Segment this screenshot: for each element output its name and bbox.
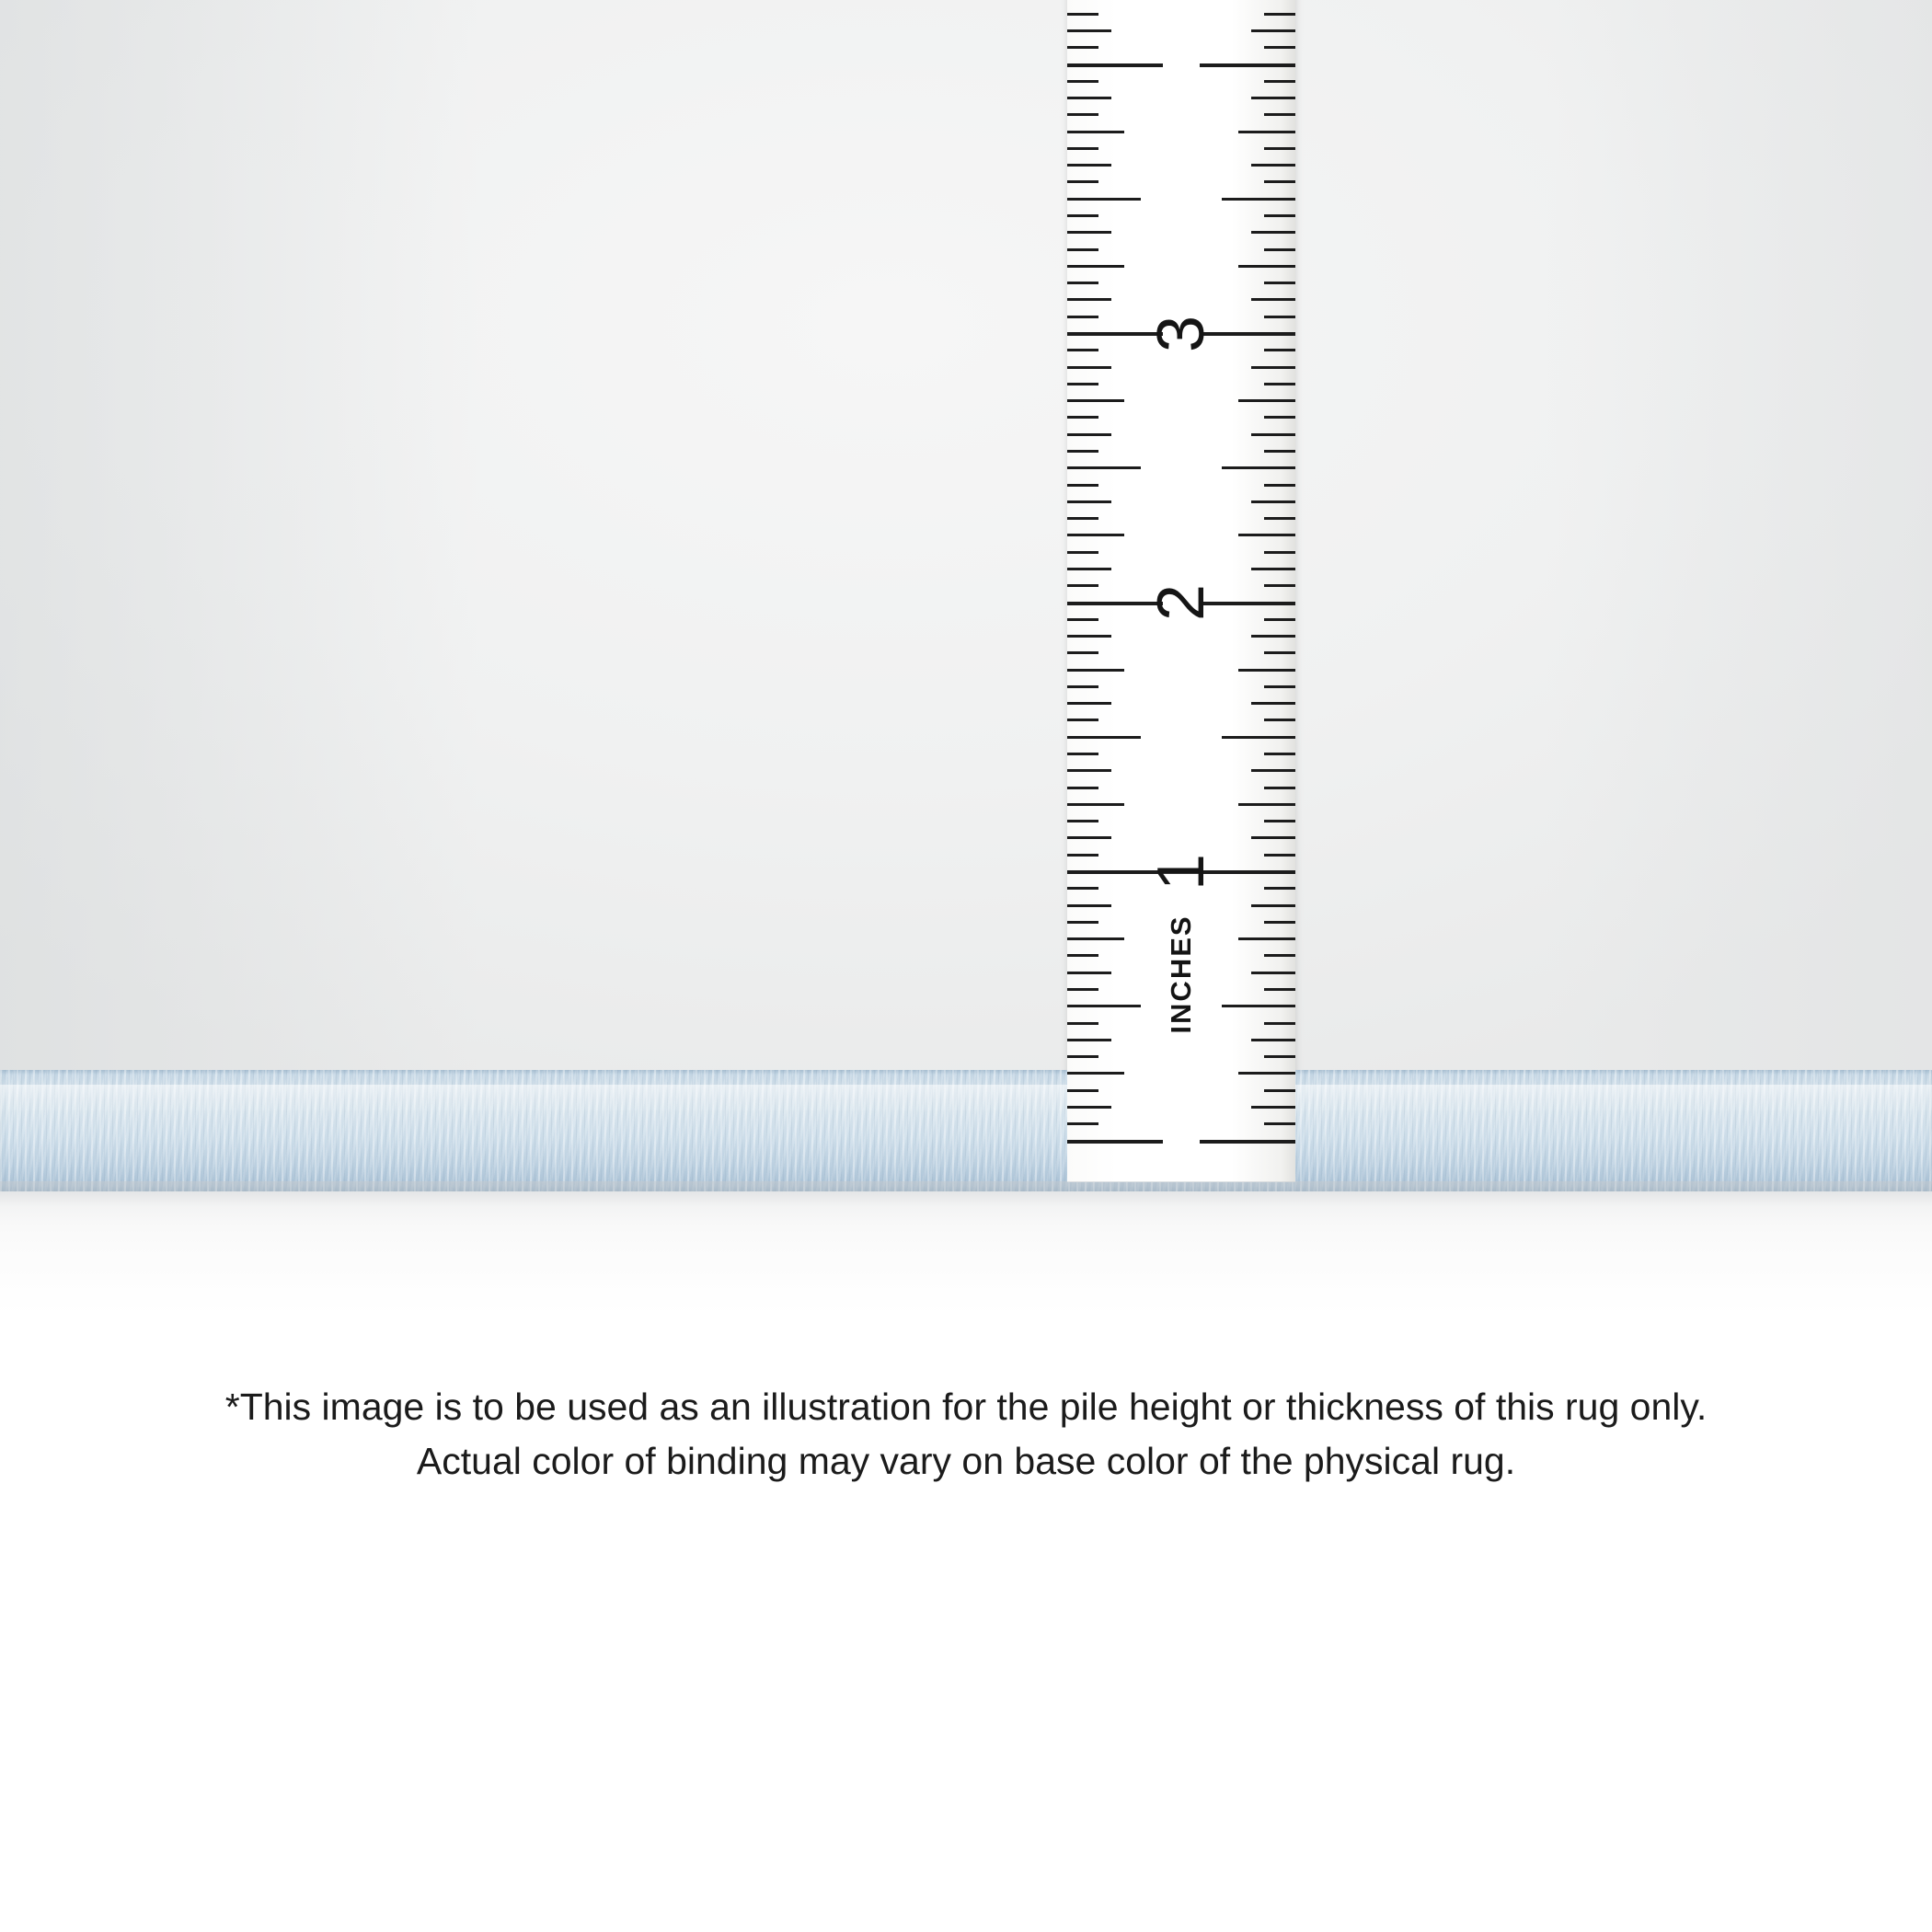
ruler-tick	[1067, 517, 1098, 520]
ruler-tick	[1251, 1039, 1295, 1041]
ruler-tick	[1067, 1122, 1098, 1125]
ruler-tick	[1067, 1055, 1098, 1058]
ruler-tick	[1067, 298, 1111, 301]
ruler-front-of-rug	[1067, 1070, 1295, 1182]
ruler-tick	[1067, 1005, 1141, 1007]
ruler-unit-label: INCHES	[1165, 914, 1197, 1034]
ruler-tick	[1067, 1022, 1098, 1025]
ruler-tick	[1238, 265, 1295, 268]
ruler-tick	[1251, 298, 1295, 301]
ruler-tick	[1067, 466, 1141, 469]
ruler-tick	[1067, 787, 1098, 789]
ruler-tick	[1067, 80, 1098, 83]
ruler-tick	[1264, 988, 1295, 991]
rug-binding-edge	[0, 1070, 1932, 1191]
ruler-tick	[1067, 164, 1111, 167]
ruler-tick	[1264, 517, 1295, 520]
ruler-tick	[1251, 1106, 1295, 1109]
ruler-tick	[1067, 534, 1124, 536]
ruler-tick	[1251, 568, 1295, 570]
ruler-tick	[1264, 787, 1295, 789]
backdrop-shadow-right	[1546, 0, 1932, 1081]
ruler-tick	[1067, 887, 1098, 890]
ruler-tick	[1264, 282, 1295, 284]
ruler-tick	[1067, 265, 1124, 268]
ruler-tick	[1264, 1022, 1295, 1025]
ruler-tick	[1251, 769, 1295, 772]
ruler-tick	[1264, 248, 1295, 251]
ruler-tick	[1251, 635, 1295, 638]
ruler-tick	[1222, 736, 1295, 739]
ruler-tick	[1067, 97, 1111, 99]
ruler-tick	[1067, 147, 1098, 150]
ruler-tick	[1251, 366, 1295, 369]
ruler-tick	[1067, 651, 1098, 654]
ruler-tick	[1067, 702, 1111, 705]
ruler-tick	[1251, 904, 1295, 907]
ruler-front-ticks	[1067, 1070, 1295, 1182]
ruler-tick	[1067, 29, 1111, 32]
ruler-tick	[1067, 46, 1098, 49]
ruler-tick	[1067, 1072, 1124, 1075]
ruler-tick	[1067, 988, 1098, 991]
ruler-tick	[1264, 719, 1295, 721]
ruler-tick	[1264, 450, 1295, 453]
ruler-tick	[1067, 383, 1098, 385]
ruler-tick	[1264, 147, 1295, 150]
ruler-tick	[1067, 63, 1163, 67]
ruler-tick	[1264, 113, 1295, 116]
ruler-tick	[1067, 904, 1111, 907]
ruler-tick	[1067, 131, 1124, 133]
ruler-tick	[1264, 685, 1295, 688]
ruler-tick	[1067, 836, 1111, 839]
ruler-tick	[1067, 1140, 1163, 1144]
ruler-tick	[1264, 584, 1295, 587]
ruler-tick	[1264, 1055, 1295, 1058]
ruler-tick	[1067, 231, 1111, 234]
ruler-tick	[1222, 1005, 1295, 1007]
ruler-tick	[1067, 769, 1111, 772]
ruler-tick	[1067, 669, 1124, 672]
ruler-tick	[1264, 954, 1295, 957]
ruler-tick	[1067, 736, 1141, 739]
ruler-tick	[1067, 416, 1098, 419]
ruler-tick	[1264, 551, 1295, 554]
ruler-tick	[1067, 433, 1111, 436]
ruler-tick	[1264, 651, 1295, 654]
ruler-tick	[1264, 820, 1295, 822]
ruler-tick	[1067, 180, 1098, 183]
ruler-tick	[1067, 937, 1124, 940]
ruler-tick	[1067, 1039, 1111, 1041]
ruler-tick	[1264, 618, 1295, 621]
ruler-tick	[1251, 836, 1295, 839]
ruler-tick	[1264, 1122, 1295, 1125]
ruler-tick	[1264, 180, 1295, 183]
ruler-tick	[1067, 972, 1111, 974]
caption	[0, 1380, 1932, 1489]
ruler-tick	[1222, 198, 1295, 201]
ruler-tick	[1264, 416, 1295, 419]
ruler-tick	[1264, 921, 1295, 924]
ruler-tick	[1067, 921, 1098, 924]
ruler-tick	[1251, 164, 1295, 167]
ruler-tick	[1264, 887, 1295, 890]
ruler-tick	[1251, 29, 1295, 32]
ruler-tick	[1067, 316, 1098, 318]
ruler-tick	[1067, 113, 1098, 116]
ruler-tick	[1067, 484, 1098, 487]
ruler-tick	[1251, 500, 1295, 503]
ruler-tick	[1067, 854, 1098, 857]
ruler-tick	[1067, 198, 1141, 201]
ruler-tick	[1264, 1089, 1295, 1092]
ruler-number: 1	[1144, 853, 1218, 891]
ruler-tick	[1067, 450, 1098, 453]
ruler-tick	[1238, 399, 1295, 402]
caption-line-2: Actual color of binding may vary on base color of the physical rug.	[416, 1440, 1516, 1483]
ruler-tick	[1238, 937, 1295, 940]
ruler-tick	[1238, 1072, 1295, 1075]
ruler-tick	[1264, 484, 1295, 487]
ruler-tick	[1264, 316, 1295, 318]
ruler-tick	[1067, 719, 1098, 721]
rug-highlight	[0, 1085, 1932, 1112]
ruler-tick	[1067, 954, 1098, 957]
ruler-tick	[1264, 383, 1295, 385]
ruler-tick	[1251, 433, 1295, 436]
ruler-tick	[1251, 702, 1295, 705]
rug-cast-shadow	[0, 1181, 1932, 1224]
ruler-tick	[1067, 282, 1098, 284]
ruler-tick	[1067, 685, 1098, 688]
ruler-tick	[1067, 584, 1098, 587]
ruler-tick	[1264, 753, 1295, 755]
ruler-tick	[1222, 466, 1295, 469]
ruler-tick	[1067, 399, 1124, 402]
ruler-tick	[1200, 63, 1295, 67]
ruler-tick	[1264, 349, 1295, 351]
ruler-ticks	[1067, 0, 1295, 1177]
ruler-tick	[1264, 854, 1295, 857]
ruler-tick	[1264, 13, 1295, 16]
ruler-tick	[1067, 635, 1111, 638]
ruler-tick	[1067, 1089, 1098, 1092]
ruler-tick	[1238, 534, 1295, 536]
ruler-tick	[1238, 131, 1295, 133]
ruler-tick	[1200, 1140, 1295, 1144]
ruler-tick	[1067, 13, 1098, 16]
ruler-tick	[1264, 80, 1295, 83]
ruler	[1067, 0, 1295, 1177]
ruler-tick	[1067, 366, 1111, 369]
ruler-tick	[1067, 753, 1098, 755]
ruler-tick	[1251, 231, 1295, 234]
ruler-tick	[1067, 820, 1098, 822]
ruler-tick	[1067, 1106, 1111, 1109]
ruler-tick	[1067, 551, 1098, 554]
ruler-number: 3	[1144, 315, 1218, 352]
ruler-tick	[1251, 972, 1295, 974]
ruler-tick	[1264, 214, 1295, 217]
ruler-tick	[1251, 97, 1295, 99]
ruler-tick	[1264, 46, 1295, 49]
backdrop-shadow-left	[0, 0, 478, 1081]
ruler-number: 2	[1144, 583, 1218, 622]
ruler-tick	[1067, 568, 1111, 570]
ruler-tick	[1067, 349, 1098, 351]
ruler-tick	[1238, 669, 1295, 672]
ruler-tick	[1067, 248, 1098, 251]
ruler-tick	[1067, 214, 1098, 217]
ruler-tick	[1067, 500, 1111, 503]
ruler-tick	[1238, 803, 1295, 806]
caption-line-1: *This image is to be used as an illustration for the pile height or thickness of this rug only.	[224, 1386, 1708, 1428]
ruler-tick	[1067, 803, 1124, 806]
ruler-tick	[1067, 618, 1098, 621]
